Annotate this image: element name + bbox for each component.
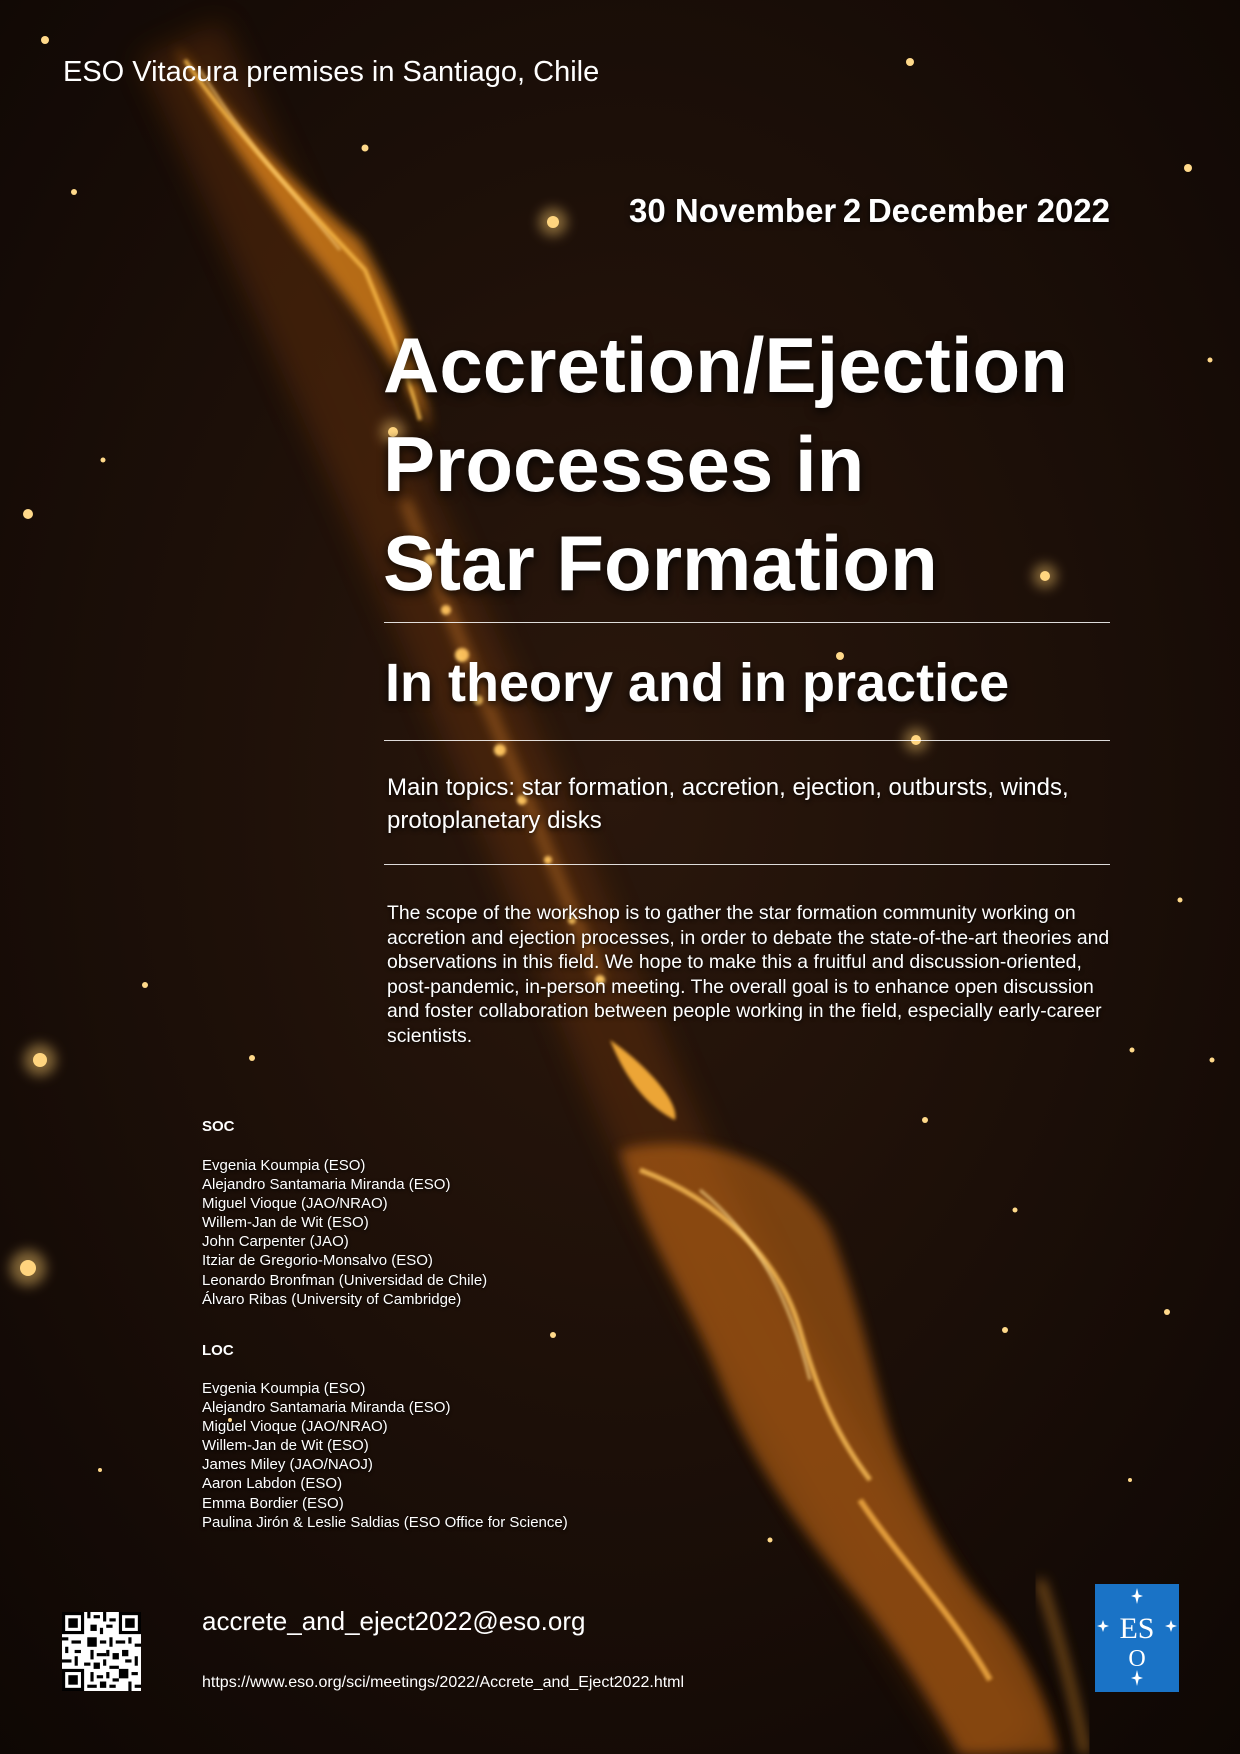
divider-rule (384, 864, 1110, 865)
soc-member: Evgenia Koumpia (ESO) (202, 1157, 366, 1174)
soc-member: Álvaro Ribas (University of Cambridge) (202, 1290, 462, 1308)
loc-member: Alejandro Santamaria Miranda (ESO) (202, 1399, 451, 1417)
main-topics: Main topics: star formation, accretion, ejection, outbursts, winds, protoplanetary disks (387, 774, 1069, 834)
loc-member: Evgenia Koumpia (ESO) (202, 1380, 366, 1397)
title-line-2: Processes in (383, 420, 865, 508)
svg-text:O: O (1128, 1646, 1146, 1672)
title-line-3: Star Formation (383, 519, 938, 607)
soc-member: Alejandro Santamaria Miranda (ESO) (202, 1176, 451, 1194)
poster-title (383, 316, 1183, 613)
soc-member: Willem-Jan de Wit (ESO) (202, 1214, 369, 1232)
venue-text: ESO Vitacura premises in Santiago, Chile (63, 56, 600, 88)
meeting-url-link[interactable]: https://www.eso.org/sci/meetings/2022/Accrete_and_Eject2022.html (202, 1674, 685, 1691)
eso-logo-text: ES (1119, 1612, 1155, 1645)
workshop-scope-text: The scope of the workshop is to gather the star formation community working on accretion and ejection processes, in order to debate the state-of-the-art theories and observations in this field. We hope to make this a fruitful and discussion-oriented, post-pandemic, in-person meeting. The overall goal is to enhance open discussion and foster collaboration between people working in the field, especially early-career scientists. (387, 902, 1110, 1047)
soc-member-list (202, 1156, 487, 1309)
event-dates: 30 November 2 December 2022 (629, 192, 1110, 229)
soc-heading: SOC (202, 1118, 235, 1135)
loc-member: Paulina Jirón & Leslie Saldias (ESO Office for Science) (202, 1513, 568, 1531)
loc-member: Aaron Labdon (ESO) (202, 1475, 343, 1493)
soc-member: Miguel Vioque (JAO/NRAO) (202, 1195, 388, 1213)
soc-member: Itziar de Gregorio-Monsalvo (ESO) (202, 1252, 433, 1270)
loc-heading: LOC (202, 1342, 234, 1359)
loc-member: Miguel Vioque (JAO/NRAO) (202, 1418, 388, 1436)
qr-code[interactable] (62, 1612, 141, 1691)
loc-member: Emma Bordier (ESO) (202, 1494, 344, 1512)
divider-rule (384, 740, 1110, 741)
loc-member: James Miley (JAO/NAOJ) (202, 1456, 373, 1474)
eso-logo (1095, 1584, 1179, 1692)
loc-member-list (202, 1379, 568, 1532)
poster-subtitle: In theory and in practice (385, 653, 1010, 713)
title-line-1: Accretion/Ejection (383, 321, 1068, 409)
contact-email-link[interactable]: accrete_and_eject2022@eso.org (202, 1606, 586, 1636)
soc-member: Leonardo Bronfman (Universidad de Chile) (202, 1271, 488, 1289)
soc-member: John Carpenter (JAO) (202, 1233, 349, 1251)
loc-member: Willem-Jan de Wit (ESO) (202, 1437, 369, 1455)
divider-rule (384, 622, 1110, 623)
